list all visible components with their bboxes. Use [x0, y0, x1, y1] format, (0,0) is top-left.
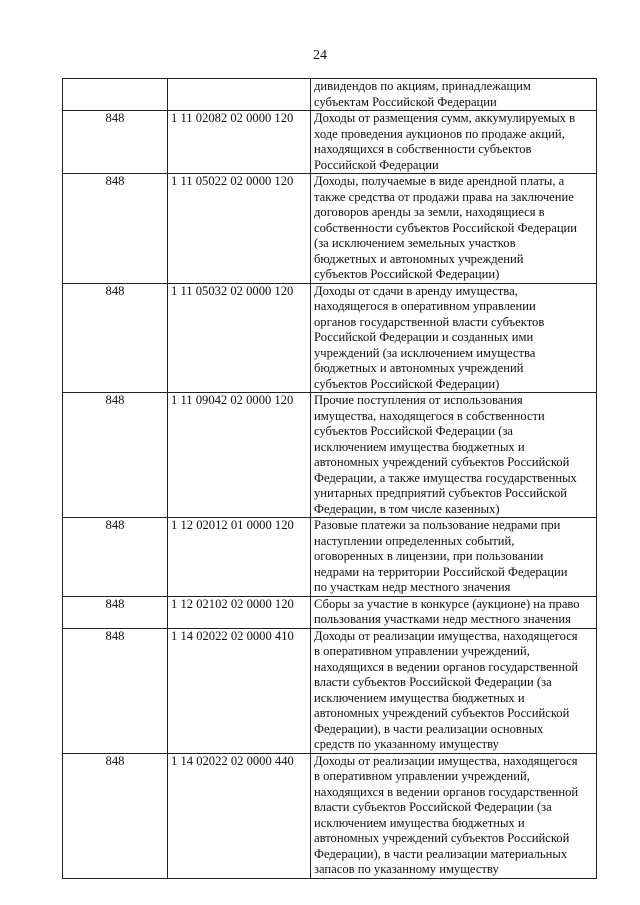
description-line: бюджетных и автономных учреждений	[314, 361, 524, 375]
description-line: по участкам недр местного значения	[314, 580, 511, 594]
description-line: наступлении определенных событий,	[314, 533, 515, 548]
description-line: в оперативном управлении учреждений,	[314, 769, 530, 783]
revenue-description-cell	[311, 596, 597, 628]
description-line: субъектов Российской Федерации (за	[314, 424, 514, 438]
description-line: в оперативном управлении учреждений,	[314, 644, 530, 658]
description-line: оговоренных в лицензии, при пользовании	[314, 549, 544, 563]
description-line: Доходы от размещения сумм, аккумулируемых в	[314, 111, 576, 125]
description-line: исключением имущества бюджетных и	[314, 690, 525, 705]
description-line: исключением имущества бюджетных и	[314, 815, 525, 830]
description-line: Доходы от реализации имущества, находящегося	[314, 628, 578, 643]
table-row	[63, 753, 597, 878]
table-body	[63, 79, 597, 879]
administrator-code-cell: 848	[63, 393, 168, 518]
revenue-codes-table	[62, 78, 597, 879]
description-line: Российской Федерации и созданных ими	[314, 330, 534, 344]
budget-classification-code-cell: 1 11 09042 02 0000 120	[168, 393, 311, 518]
table-row	[63, 628, 597, 753]
budget-classification-code-cell: 1 11 05022 02 0000 120	[168, 174, 311, 284]
description-line: находящихся в собственности субъектов	[314, 142, 532, 156]
budget-classification-code-cell: 1 11 02082 02 0000 120	[168, 111, 311, 174]
description-line: находящегося в оперативном управлении	[314, 299, 536, 313]
administrator-code-cell: 848	[63, 753, 168, 878]
description-line: Прочие поступления от использования	[314, 393, 523, 407]
table-row	[63, 174, 597, 284]
table-row	[63, 283, 597, 393]
description-line: Федерации), в части реализации основных	[314, 721, 544, 736]
description-line: автономных учреждений субъектов Российской	[314, 831, 570, 845]
table-row	[63, 393, 597, 518]
description-line: унитарных предприятий субъектов Российской	[314, 486, 568, 500]
administrator-code-cell: 848	[63, 111, 168, 174]
description-line: дивидендов по акциям, принадлежащим	[314, 79, 531, 93]
description-line: находящихся в ведении органов государственной	[314, 784, 579, 799]
description-line: запасов по указанному имуществу	[314, 862, 499, 876]
table-row	[63, 79, 597, 111]
description-line: Федерации, в том числе казенных)	[314, 501, 500, 516]
description-line: средств по указанному имуществу	[314, 737, 499, 751]
description-line: Доходы, получаемые в виде арендной платы, а	[314, 174, 565, 188]
description-line: Сборы за участие в конкурсе (аукционе) на право	[314, 596, 580, 611]
description-line: Доходы от реализации имущества, находящегося	[314, 753, 578, 768]
description-line: учреждений (за исключением имущества	[314, 345, 536, 360]
description-line: Федерации), в части реализации материальных	[314, 846, 568, 861]
administrator-code-cell	[63, 79, 168, 111]
revenue-description-cell	[311, 753, 597, 878]
budget-classification-code-cell: 1 12 02102 02 0000 120	[168, 596, 311, 628]
budget-classification-code-cell: 1 14 02022 02 0000 410	[168, 628, 311, 753]
revenue-description-cell	[311, 111, 597, 174]
description-line: также средства от продажи права на заключение	[314, 189, 574, 204]
description-line: бюджетных и автономных учреждений	[314, 251, 524, 266]
administrator-code-cell: 848	[63, 596, 168, 628]
budget-classification-code-cell: 1 11 05032 02 0000 120	[168, 283, 311, 393]
description-line: Российской Федерации	[314, 157, 439, 172]
administrator-code-cell: 848	[63, 283, 168, 393]
description-line: субъектов Российской Федерации)	[314, 267, 500, 281]
revenue-description-cell	[311, 393, 597, 518]
administrator-code-cell: 848	[63, 518, 168, 597]
table-row	[63, 111, 597, 174]
description-line: автономных учреждений субъектов Российской	[314, 455, 570, 469]
revenue-description-cell	[311, 628, 597, 753]
budget-classification-code-cell: 1 12 02012 01 0000 120	[168, 518, 311, 597]
description-line: автономных учреждений субъектов Российской	[314, 706, 570, 720]
administrator-code-cell: 848	[63, 628, 168, 753]
description-line: Доходы от сдачи в аренду имущества,	[314, 283, 518, 298]
description-line: власти субъектов Российской Федерации (за	[314, 675, 552, 689]
description-line: Федерации, а также имущества государственных	[314, 470, 577, 485]
description-line: органов государственной власти субъектов	[314, 314, 545, 329]
description-line: субъектам Российской Федерации	[314, 94, 497, 109]
table-row	[63, 596, 597, 628]
table-row	[63, 518, 597, 597]
page-number: 24	[313, 48, 327, 63]
description-line: пользования участками недр местного значения	[314, 612, 571, 626]
description-line: договоров аренды за земли, находящиеся в	[314, 205, 545, 219]
description-line: недрами на территории Российской Федерации	[314, 564, 568, 579]
administrator-code-cell: 848	[63, 174, 168, 284]
budget-classification-code-cell	[168, 79, 311, 111]
description-line: имущества, находящегося в собственности	[314, 408, 545, 423]
budget-classification-code-cell: 1 14 02022 02 0000 440	[168, 753, 311, 878]
revenue-description-cell	[311, 283, 597, 393]
description-line: собственности субъектов Российской Федерации	[314, 220, 578, 235]
revenue-description-cell	[311, 518, 597, 597]
description-line: Разовые платежи за пользование недрами при	[314, 518, 561, 532]
description-line: (за исключением земельных участков	[314, 236, 516, 250]
description-line: ходе проведения аукционов по продаже акций,	[314, 126, 565, 141]
description-line: находящихся в ведении органов государственной	[314, 659, 579, 674]
description-line: исключением имущества бюджетных и	[314, 439, 525, 454]
revenue-description-cell	[311, 79, 597, 111]
revenue-description-cell	[311, 174, 597, 284]
description-line: субъектов Российской Федерации)	[314, 376, 500, 391]
description-line: власти субъектов Российской Федерации (за	[314, 800, 552, 814]
